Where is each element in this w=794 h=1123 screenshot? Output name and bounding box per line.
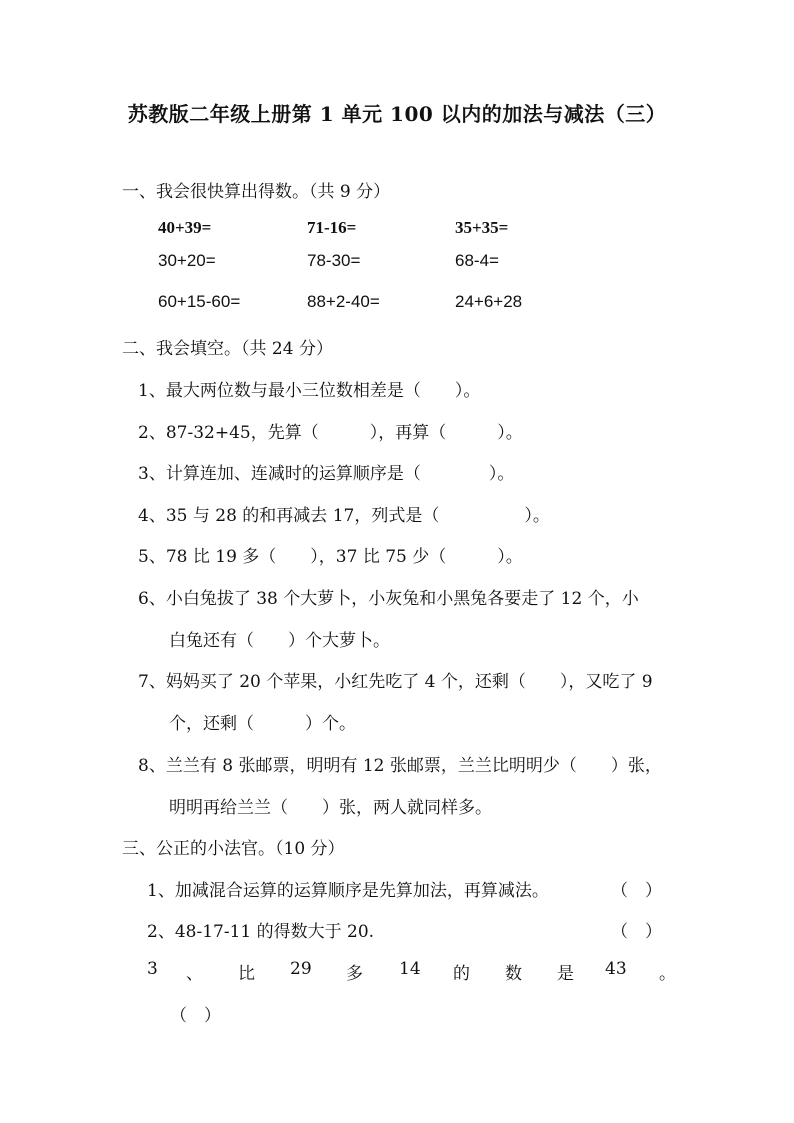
- judge-question-3: [0, 959, 794, 983]
- judge-q3-part: 数: [505, 964, 522, 984]
- fill-question-4: 4、35 与 28 的和再减去 17，列式是（ ）。: [138, 506, 550, 526]
- calc-item: 60+15-60=: [158, 292, 241, 311]
- judge-answer-bracket: （ ）: [170, 1006, 221, 1026]
- fill-question-2: 2、87-32+45，先算（ ），再算（ ）。: [138, 423, 523, 443]
- judge-question-1: 1、加减混合运算的运算顺序是先算加法，再算减法。: [147, 881, 549, 901]
- judge-q3-part: 多: [346, 964, 363, 984]
- judge-q3-part: 14: [399, 959, 421, 979]
- judge-q3-part: 43: [605, 959, 627, 979]
- calc-item: 71-16=: [307, 218, 357, 237]
- calc-item: 35+35=: [455, 218, 509, 237]
- fill-question-6: 6、小白兔拔了 38 个大萝卜，小灰兔和小黑兔各要走了 12 个，小: [138, 589, 639, 609]
- judge-answer-bracket: （ ）: [611, 922, 662, 942]
- judge-q3-part: 、: [186, 964, 203, 984]
- fill-question-1: 1、最大两位数与最小三位数相差是（ ）。: [138, 381, 481, 401]
- fill-question-8: 8、兰兰有 8 张邮票，明明有 12 张邮票，兰兰比明明少（ ）张，: [138, 756, 662, 776]
- judge-q3-part: 29: [290, 959, 312, 979]
- calc-item: 30+20=: [158, 251, 216, 270]
- judge-answer-bracket: （ ）: [611, 881, 662, 901]
- calc-item: 68-4=: [455, 251, 499, 270]
- fill-question-3: 3、计算连加、连减时的运算顺序是（ ）。: [138, 464, 515, 484]
- fill-question-7: 7、妈妈买了 20 个苹果，小红先吃了 4 个，还剩（ ），又吃了 9: [138, 672, 653, 692]
- judge-question-2: 2、48-17-11 的得数大于 20.: [147, 922, 375, 942]
- calc-item: 40+39=: [158, 218, 212, 237]
- calc-item: 24+6+28: [455, 292, 523, 311]
- section-1-heading: 一、我会很快算出得数。（共 9 分）: [122, 182, 391, 202]
- judge-q3-part: 3: [147, 959, 158, 979]
- fill-question-6-cont: 白兔还有（ ）个大萝卜。: [169, 631, 390, 651]
- judge-q3-part: 比: [238, 964, 255, 984]
- calc-item: 88+2-40=: [307, 292, 380, 311]
- judge-q3-part: 是: [557, 964, 574, 984]
- fill-question-5: 5、78 比 19 多（ ），37 比 75 少（ ）。: [138, 547, 523, 567]
- calc-item: 78-30=: [307, 251, 361, 270]
- page-title: 苏教版二年级上册第 1 单元 100 以内的加法与减法（三）: [127, 102, 667, 126]
- section-2-heading: 二、我会填空。（共 24 分）: [122, 339, 333, 359]
- judge-q3-part: 。: [659, 964, 676, 984]
- fill-question-8-cont: 明明再给兰兰（ ）张，两人就同样多。: [169, 798, 492, 818]
- judge-q3-part: 的: [453, 964, 470, 984]
- section-3-heading: 三、公正的小法官。（10 分）: [122, 839, 345, 859]
- fill-question-7-cont: 个，还剩（ ）个。: [169, 714, 356, 734]
